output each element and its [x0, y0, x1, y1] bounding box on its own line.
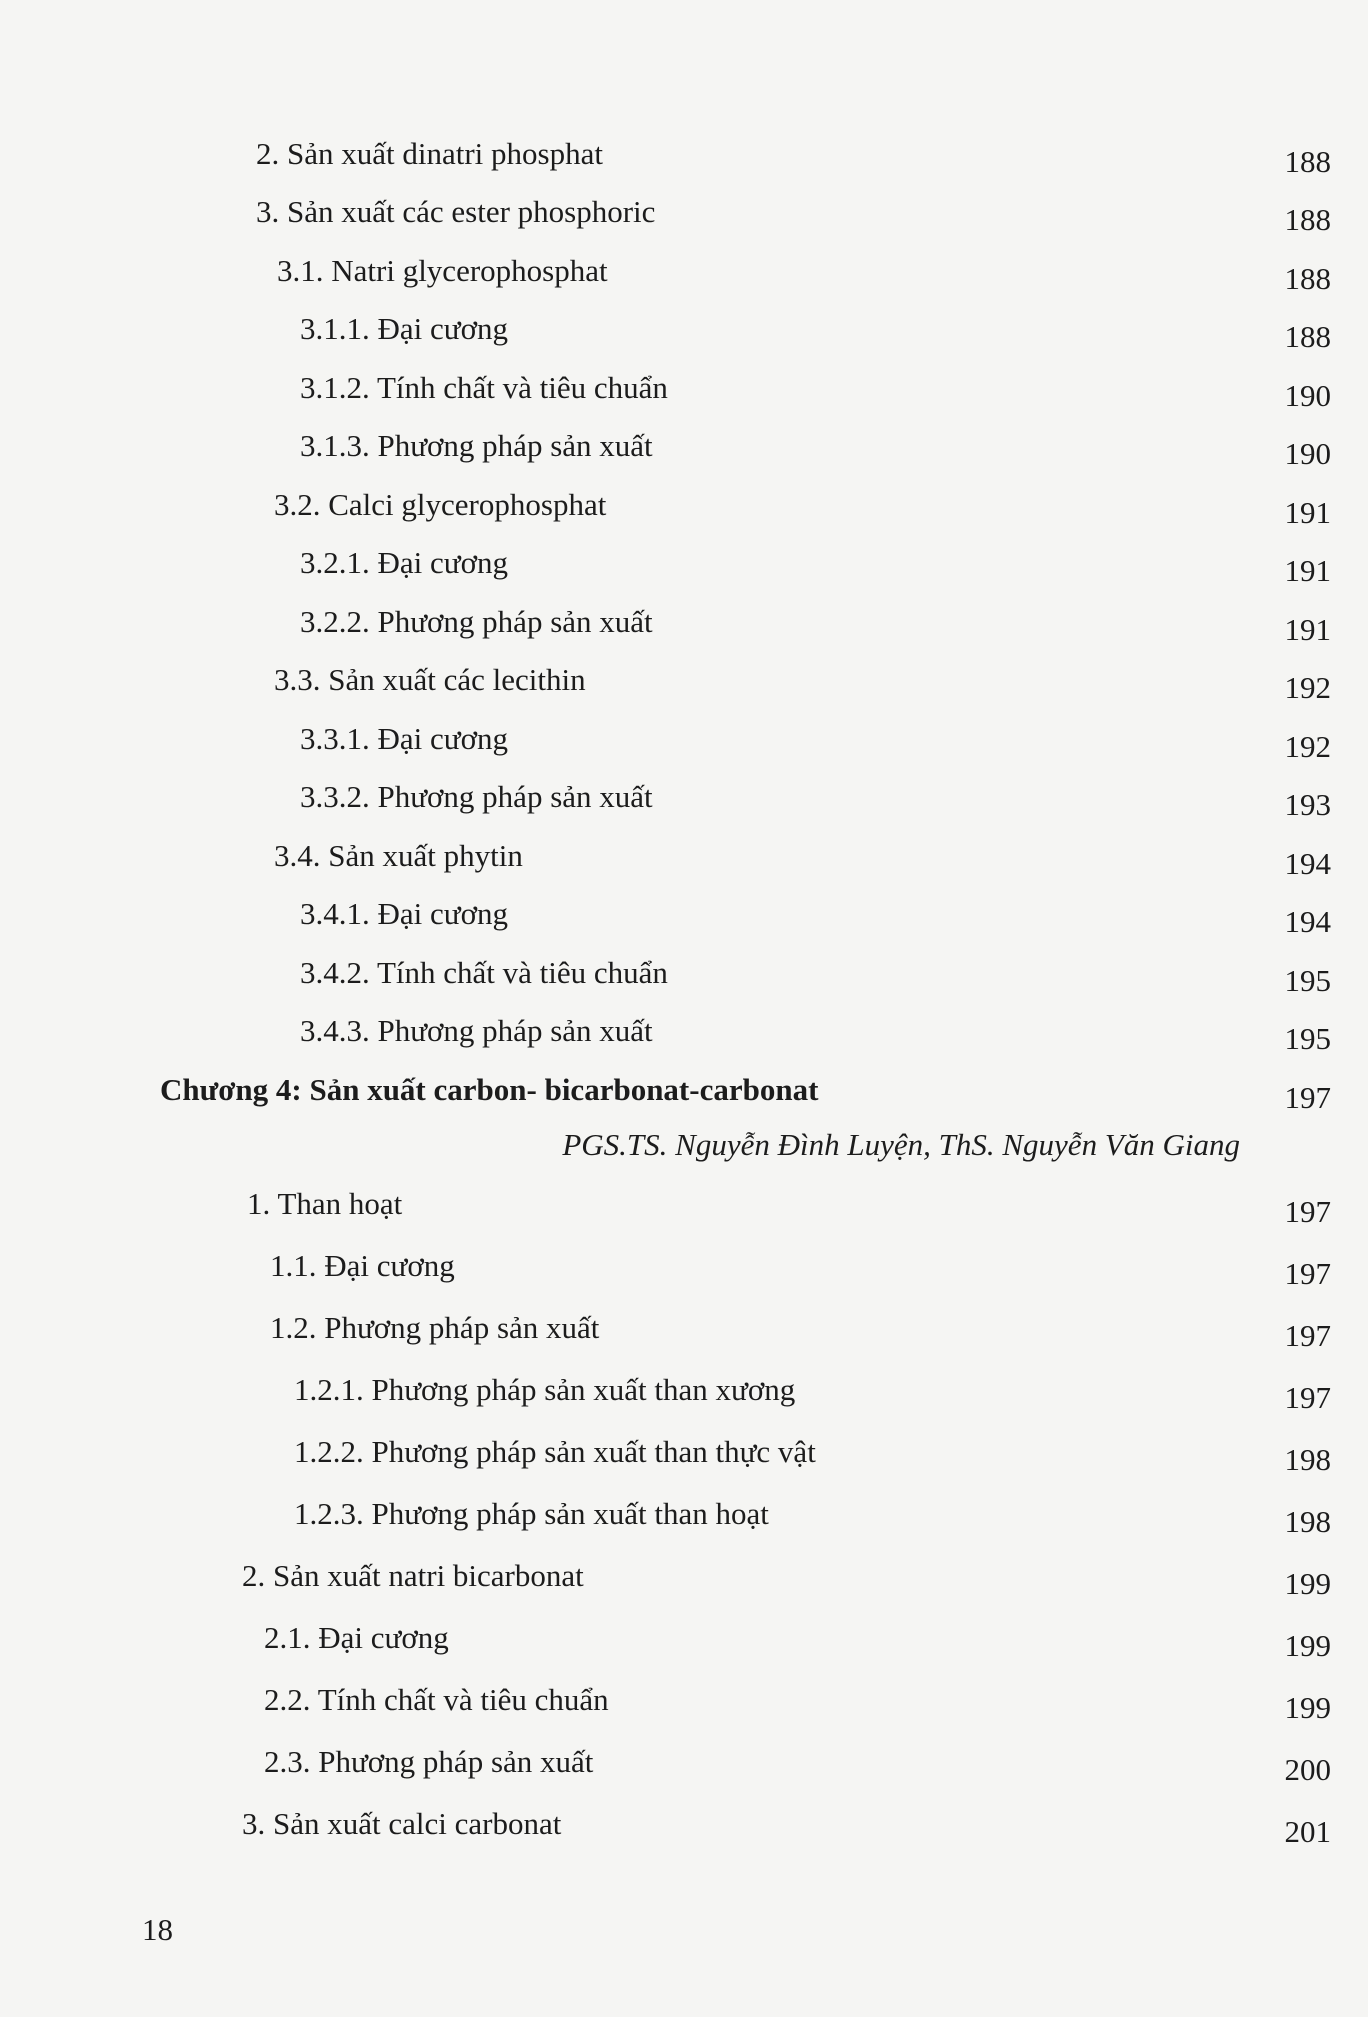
toc-entry	[0, 1618, 1368, 1668]
toc-entry	[0, 777, 1368, 827]
toc-entry-page: 199	[1284, 1566, 1331, 1601]
toc-entry-title: 3.4. Sản xuất phytin	[274, 838, 523, 873]
toc-entry-page: 192	[1284, 670, 1331, 705]
toc-entry	[0, 660, 1368, 710]
toc-entry-title: 1.2. Phương pháp sản xuất	[270, 1310, 600, 1345]
toc-entry-title: 1. Than hoạt	[247, 1186, 403, 1221]
toc-entry-page: 199	[1284, 1690, 1331, 1725]
toc-entry-page: 188	[1284, 144, 1331, 179]
toc-entry-page: 197	[1284, 1194, 1331, 1229]
toc-entry-page: 201	[1284, 1814, 1331, 1849]
toc-entry-title: 3. Sản xuất calci carbonat	[242, 1806, 562, 1841]
toc-entry	[0, 1804, 1368, 1854]
toc-entry-title: 3.2.1. Đại cương	[300, 545, 508, 580]
toc-entry	[0, 134, 1368, 184]
toc-entry-page: 193	[1284, 787, 1331, 822]
toc-entry-title: 3.1.2. Tính chất và tiêu chuẩn	[300, 370, 668, 405]
toc-entry-title: 1.2.1. Phương pháp sản xuất than xương	[294, 1372, 796, 1407]
toc-entry-page: 191	[1284, 495, 1331, 530]
toc-entry-page: 197	[1284, 1256, 1331, 1291]
toc-entry-title: 3.1.1. Đại cương	[300, 311, 508, 346]
toc-entry-page: 190	[1284, 436, 1331, 471]
toc-entry	[0, 719, 1368, 769]
toc-entry	[0, 602, 1368, 652]
toc-entry-page: 190	[1284, 378, 1331, 413]
toc-entry	[0, 485, 1368, 535]
toc-entry-page: 188	[1284, 261, 1331, 296]
toc-entry	[0, 1742, 1368, 1792]
toc-entry-title: 3.3.1. Đại cương	[300, 721, 508, 756]
toc-entry-title: 3.3. Sản xuất các lecithin	[274, 662, 586, 697]
toc-entry	[0, 1680, 1368, 1730]
toc-entry	[0, 1370, 1368, 1420]
toc-entry	[0, 1308, 1368, 1358]
toc-entry-title: 3.2. Calci glycerophosphat	[274, 487, 607, 522]
toc-entry	[0, 1246, 1368, 1296]
toc-entry	[0, 543, 1368, 593]
toc-entry-page: 198	[1284, 1504, 1331, 1539]
toc-entry	[0, 1556, 1368, 1606]
toc-entry-title: 2.2. Tính chất và tiêu chuẩn	[264, 1682, 609, 1717]
toc-entry-page: 191	[1284, 553, 1331, 588]
toc-entry-page: 195	[1284, 963, 1331, 998]
toc-entry	[0, 953, 1368, 1003]
toc-entry-title: 2. Sản xuất dinatri phosphat	[256, 136, 603, 171]
chapter-authors: PGS.TS. Nguyễn Đình Luyện, ThS. Nguyễn Văn Giang	[562, 1127, 1240, 1162]
toc-entry-title: 3.4.3. Phương pháp sản xuất	[300, 1013, 653, 1048]
toc-entry	[0, 426, 1368, 476]
toc-entry-page: 192	[1284, 729, 1331, 764]
page-number: 18	[142, 1912, 173, 1947]
toc-entry-page: 188	[1284, 202, 1331, 237]
toc-entry	[0, 192, 1368, 242]
toc-entry	[0, 1184, 1368, 1234]
toc-entry-title: 1.2.3. Phương pháp sản xuất than hoạt	[294, 1496, 769, 1531]
toc-entry-title: 2.1. Đại cương	[264, 1620, 449, 1655]
toc-entry-title: 1.2.2. Phương pháp sản xuất than thực vật	[294, 1434, 816, 1469]
toc-entry-title: 1.1. Đại cương	[270, 1248, 455, 1283]
toc-entry-title: 2.3. Phương pháp sản xuất	[264, 1744, 594, 1779]
toc-entry-page: 191	[1284, 612, 1331, 647]
toc-entry	[0, 1011, 1368, 1061]
toc-entry	[0, 368, 1368, 418]
toc-entry-title: 3.1. Natri glycerophosphat	[277, 253, 608, 288]
toc-entry	[0, 894, 1368, 944]
toc-entry-page: 195	[1284, 1021, 1331, 1056]
toc-entry-title: 3.4.2. Tính chất và tiêu chuẩn	[300, 955, 668, 990]
toc-entry-page: 200	[1284, 1752, 1331, 1787]
chapter-title: Chương 4: Sản xuất carbon- bicarbonat-carbonat	[160, 1072, 819, 1107]
toc-entry-page: 199	[1284, 1628, 1331, 1663]
toc-entry-page: 194	[1284, 846, 1331, 881]
toc-entry-page: 197	[1284, 1080, 1331, 1115]
toc-entry	[0, 1432, 1368, 1482]
toc-entry-page: 194	[1284, 904, 1331, 939]
toc-entry	[0, 251, 1368, 301]
toc-entry-title: 3.1.3. Phương pháp sản xuất	[300, 428, 653, 463]
toc-entry-page: 188	[1284, 319, 1331, 354]
toc-entry	[0, 836, 1368, 886]
toc-entry-title: 3.4.1. Đại cương	[300, 896, 508, 931]
toc-entry-title: 3.3.2. Phương pháp sản xuất	[300, 779, 653, 814]
toc-entry-title: 2. Sản xuất natri bicarbonat	[242, 1558, 584, 1593]
toc-entry	[0, 1494, 1368, 1544]
toc-entry-page: 198	[1284, 1442, 1331, 1477]
toc-entry-title: 3. Sản xuất các ester phosphoric	[256, 194, 656, 229]
toc-entry-title: 3.2.2. Phương pháp sản xuất	[300, 604, 653, 639]
toc-entry-page: 197	[1284, 1380, 1331, 1415]
toc-entry	[0, 309, 1368, 359]
chapter-heading	[0, 1070, 1368, 1120]
toc-entry-page: 197	[1284, 1318, 1331, 1353]
